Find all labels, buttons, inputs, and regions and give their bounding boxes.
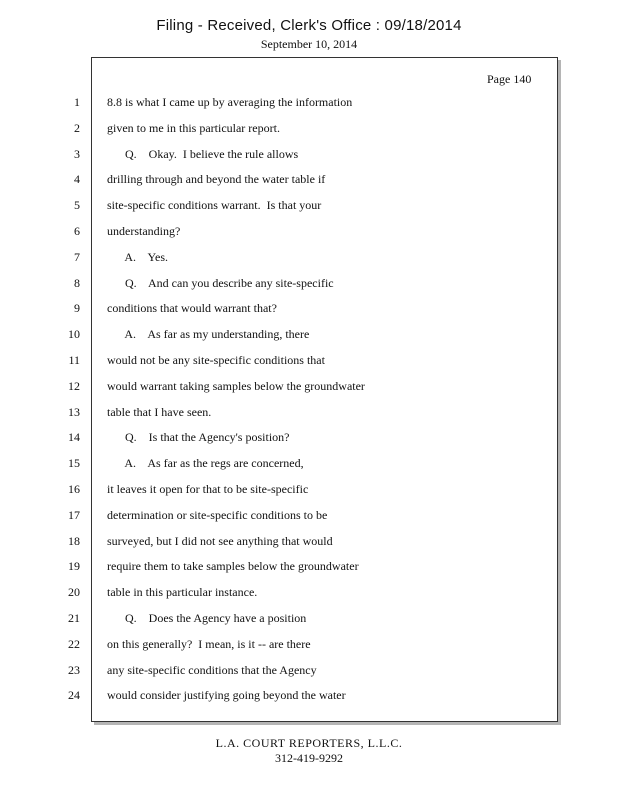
transcript-line-text: require them to take samples below the groundwater: [107, 559, 359, 573]
line-number: 23: [68, 663, 80, 677]
transcript-line-text: Q. Is that the Agency's position?: [107, 430, 290, 444]
transcript-line-text: drilling through and beyond the water table if: [107, 172, 326, 186]
court-reporter-phone: 312-419-9292: [275, 751, 343, 765]
transcript-line-text: understanding?: [107, 224, 181, 238]
line-number: 20: [68, 585, 80, 599]
line-number: 3: [74, 147, 80, 161]
transcript-line-text: on this generally? I mean, is it -- are there: [107, 637, 311, 651]
transcript-line-text: A. As far as the regs are concerned,: [107, 456, 304, 470]
court-reporter-name: L.A. COURT REPORTERS, L.L.C.: [215, 736, 403, 750]
transcript-line-text: given to me in this particular report.: [107, 121, 280, 135]
transcript-line-text: site-specific conditions warrant. Is that your: [107, 198, 322, 212]
transcript-line-text: 8.8 is what I came up by averaging the information: [107, 95, 353, 109]
line-number: 13: [68, 405, 80, 419]
line-number: 9: [74, 301, 80, 315]
transcript-line-text: would not be any site-specific conditions that: [107, 353, 325, 367]
transcript-line-text: surveyed, but I did not see anything that would: [107, 534, 333, 548]
transcript-line-text: table in this particular instance.: [107, 585, 258, 599]
line-number: 17: [68, 508, 80, 522]
transcript-line-text: table that I have seen.: [107, 405, 212, 419]
line-number: 10: [68, 327, 80, 341]
transcript-line-text: determination or site-specific conditions to be: [107, 508, 328, 522]
line-number: 5: [74, 198, 80, 212]
transcript-line-text: would warrant taking samples below the groundwater: [107, 379, 365, 393]
line-number: 6: [74, 224, 80, 238]
deposition-date: September 10, 2014: [260, 37, 358, 51]
line-number: 24: [68, 688, 80, 702]
transcript-line-text: A. Yes.: [107, 250, 169, 264]
line-number: 7: [74, 250, 80, 264]
line-number: 16: [68, 482, 80, 496]
line-number: 8: [74, 276, 80, 290]
transcript-line-text: it leaves it open for that to be site-specific: [107, 482, 309, 496]
transcript-line-text: Q. Okay. I believe the rule allows: [107, 147, 299, 161]
line-number: 18: [68, 534, 80, 548]
transcript-line-text: would consider justifying going beyond the water: [107, 688, 346, 702]
page-number: Page 140: [487, 72, 532, 86]
filing-stamp: Filing - Received, Clerk's Office : 09/18/2014: [156, 17, 462, 34]
line-number: 1: [74, 95, 80, 109]
line-number: 21: [68, 611, 80, 625]
line-number: 12: [68, 379, 80, 393]
transcript-line-text: any site-specific conditions that the Agency: [107, 663, 317, 677]
line-number: 14: [68, 430, 80, 444]
transcript-line-text: A. As far as my understanding, there: [107, 327, 310, 341]
transcript-line-text: Q. And can you describe any site-specific: [107, 276, 334, 290]
transcript-line-text: conditions that would warrant that?: [107, 301, 277, 315]
transcript-line-text: Q. Does the Agency have a position: [107, 611, 307, 625]
line-number: 15: [68, 456, 80, 470]
line-number: 22: [68, 637, 80, 651]
line-number: 2: [74, 121, 80, 135]
line-number: 11: [68, 353, 80, 367]
line-number: 19: [68, 559, 80, 573]
line-number: 4: [74, 172, 80, 186]
